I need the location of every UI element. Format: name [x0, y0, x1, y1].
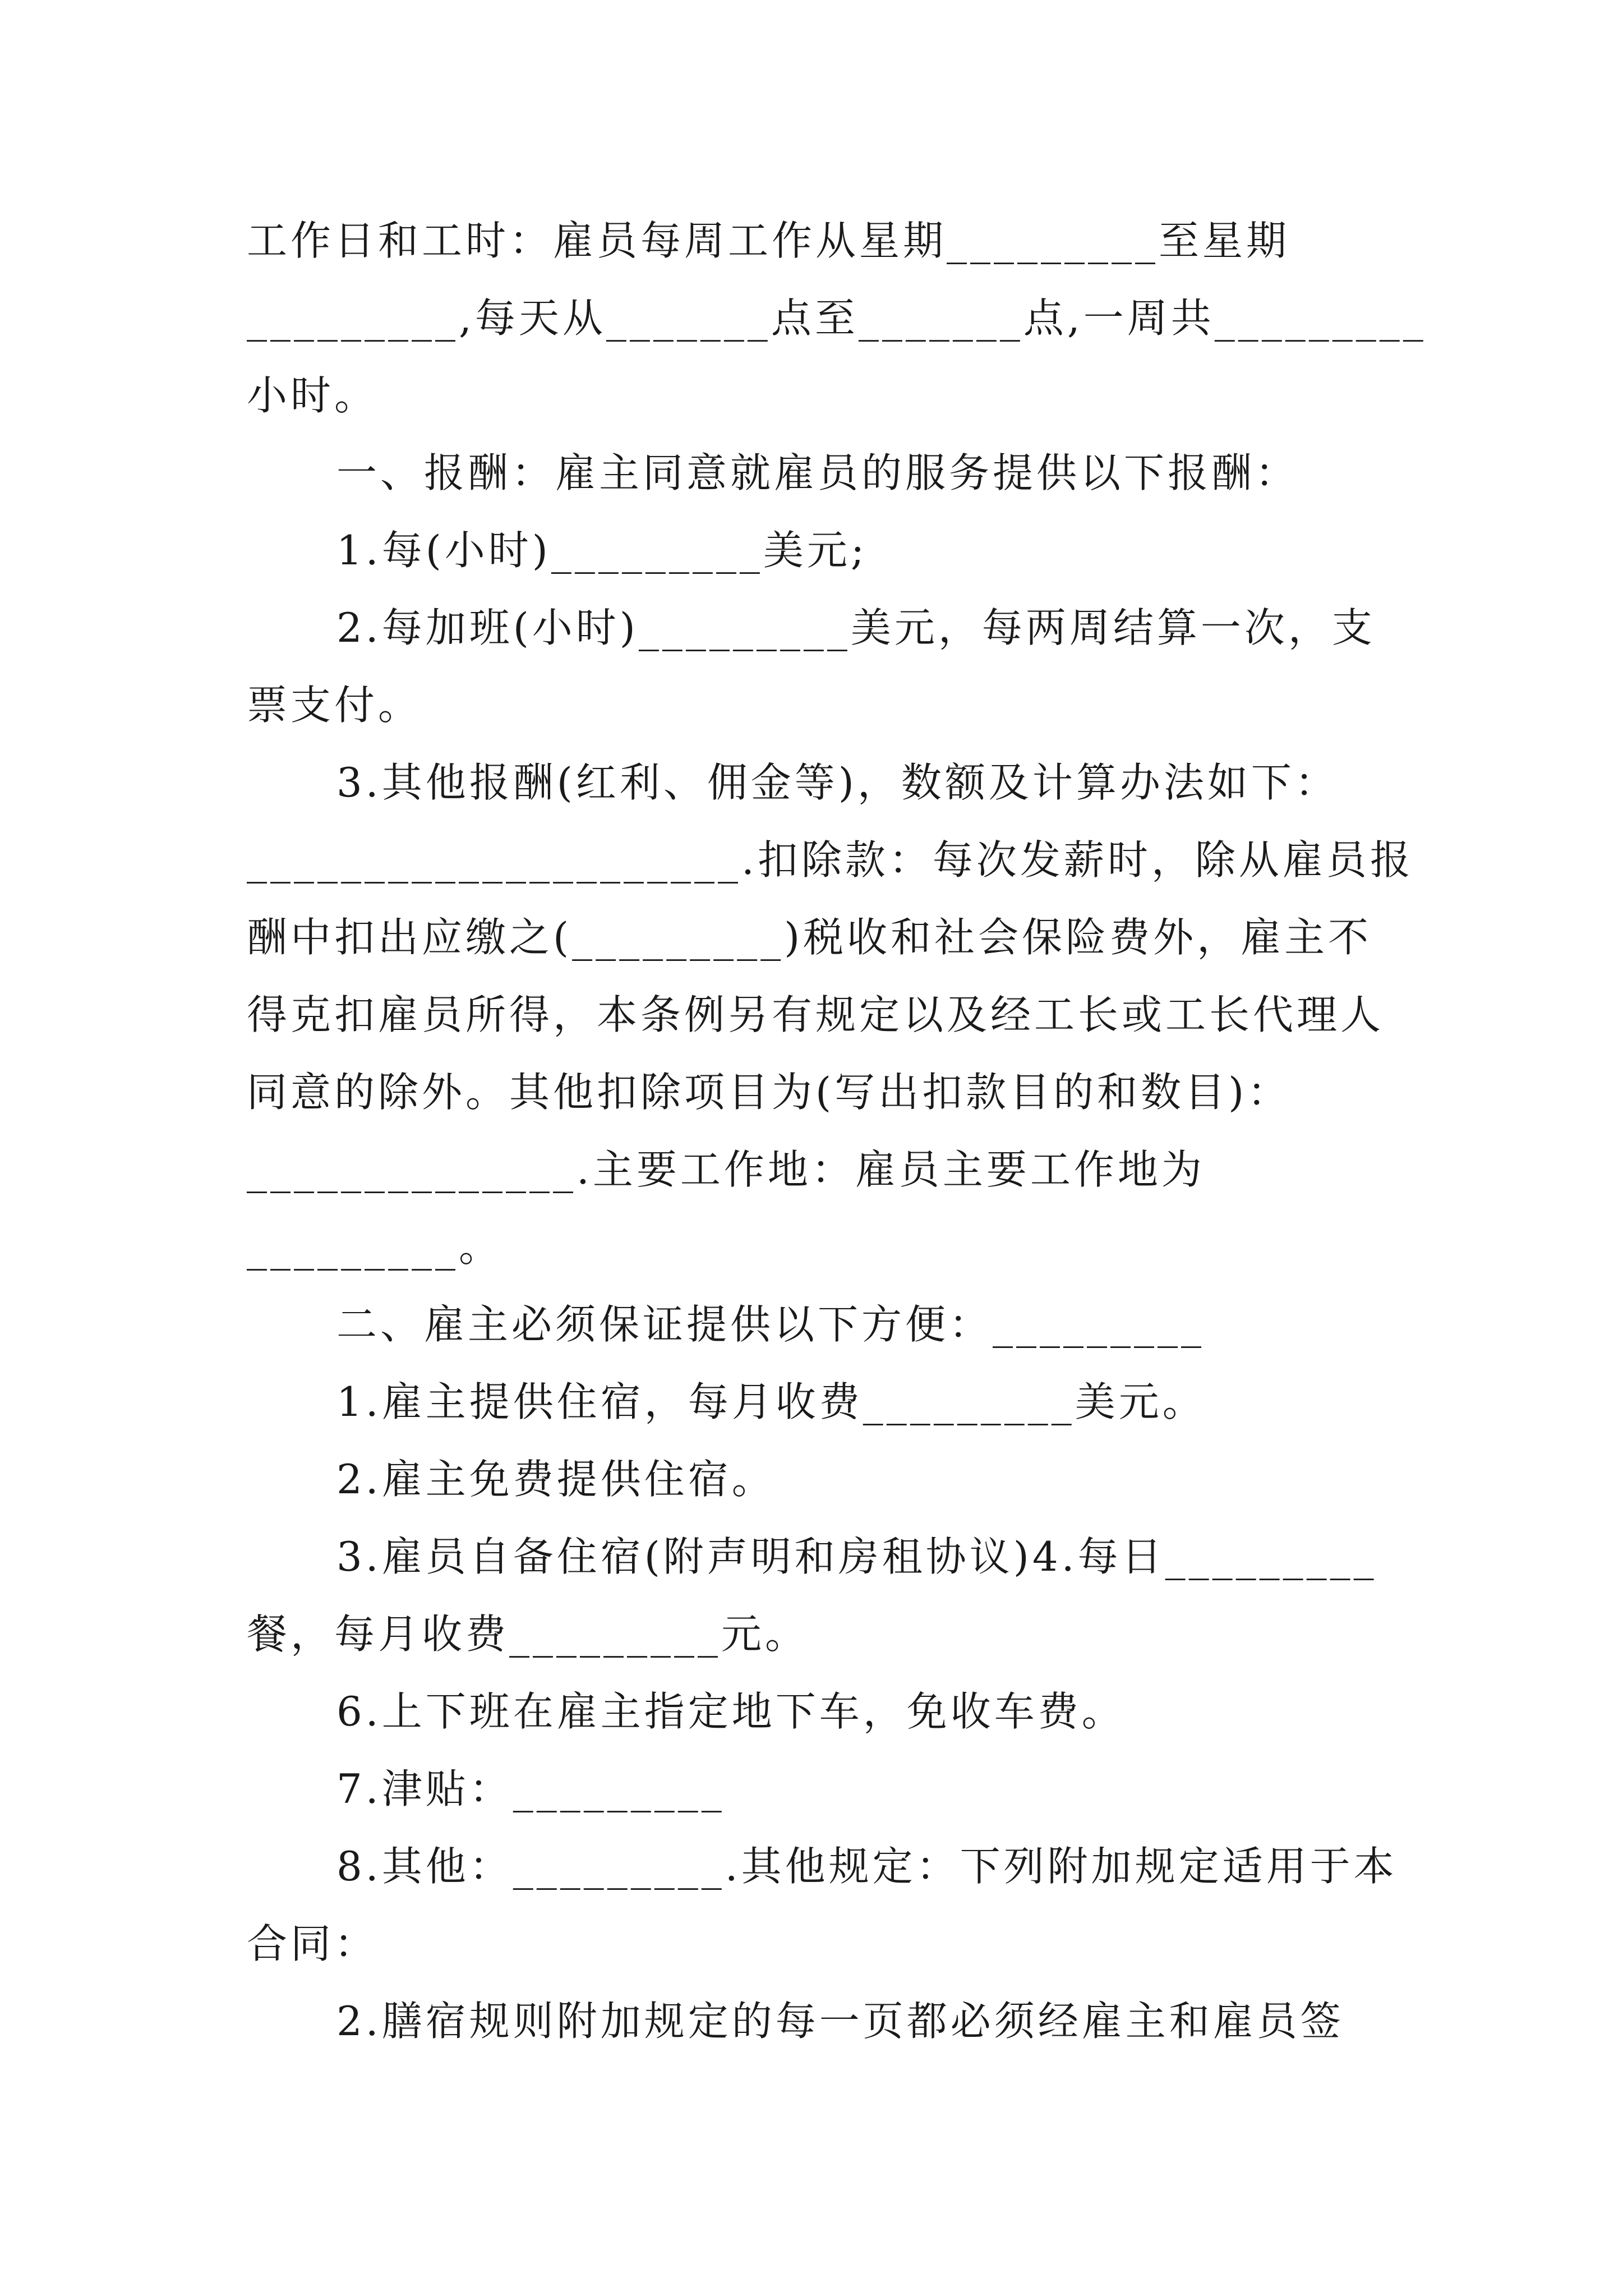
- list-item: 1.每(小时)_________美元;: [336, 527, 868, 574]
- text-line: 酬中扣出应缴之(_________)税收和社会保险费外，雇主不: [247, 914, 1372, 961]
- list-item: 3.其他报酬(红利、佣金等)，数额及计算办法如下：: [336, 759, 1339, 806]
- text-line: 合同：: [247, 1920, 379, 1967]
- list-item: 8.其他：_________.其他规定：下列附加规定适用于本: [336, 1843, 1398, 1890]
- text-line: 同意的除外。其他扣除项目为(写出扣款目的和数目)：: [247, 1069, 1292, 1116]
- document-page: [247, 202, 1427, 2060]
- text-line: 工作日和工时：雇员每周工作从星期_________至星期: [247, 217, 1290, 264]
- text-line: 票支付。: [247, 682, 422, 729]
- text-line: _________,每天从_______点至_______点,一周共_________: [247, 295, 1427, 342]
- text-line: 餐，每月收费_________元。: [247, 1611, 809, 1658]
- text-line: _____________________.扣除款：每次发薪时，除从雇员报: [247, 836, 1414, 884]
- text-line: 小时。: [247, 372, 379, 419]
- list-item: 7.津贴：_________: [336, 1765, 725, 1812]
- list-item: 2.膳宿规则附加规定的每一页都必须经雇主和雇员签: [336, 1998, 1344, 2045]
- list-item: 3.雇员自备住宿(附声明和房租协议)4.每日_________: [336, 1533, 1377, 1580]
- list-item: 2.每加班(小时)_________美元，每两周结算一次，支: [336, 604, 1376, 651]
- section-heading: 一、报酬：雇主同意就雇员的服务提供以下报酬：: [336, 449, 1299, 496]
- list-item: 1.雇主提供住宿，每月收费_________美元。: [336, 1378, 1206, 1425]
- text-line: _________。: [247, 1223, 503, 1271]
- text-line: ______________.主要工作地：雇员主要工作地为: [247, 1146, 1205, 1193]
- list-item: 6.上下班在雇主指定地下车，免收车费。: [336, 1688, 1126, 1735]
- section-heading: 二、雇主必须保证提供以下方便：_________: [336, 1301, 1205, 1348]
- text-line: 得克扣雇员所得，本条例另有规定以及经工长或工长代理人: [247, 991, 1385, 1038]
- list-item: 2.雇主免费提供住宿。: [336, 1456, 776, 1503]
